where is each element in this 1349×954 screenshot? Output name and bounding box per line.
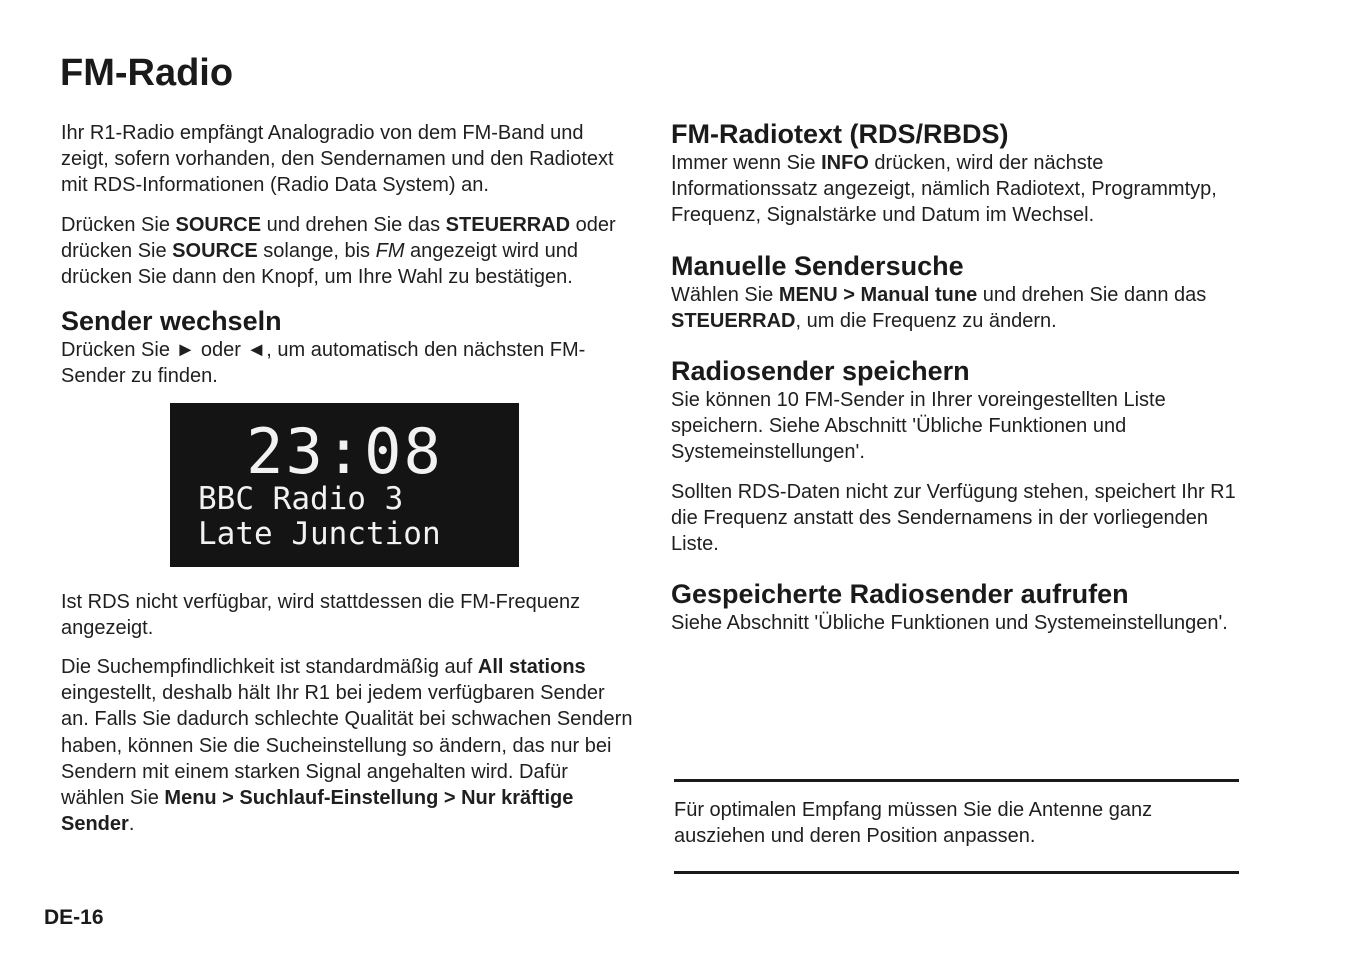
text-run: drücken, wird der nächste Informationssatz angezeigt, nämlich Radiotext, Programmtyp, Frequenz, Signalstärke und Datum im Wechsel. [671, 152, 1217, 227]
display-radiotext: Late Junction [198, 515, 441, 552]
heading-manual-tune: Manuelle Sendersuche [671, 250, 964, 281]
text-run: Wählen Sie [671, 283, 779, 306]
fm-mode-label: FM [375, 239, 405, 262]
all-stations-keyword: All stations [477, 656, 586, 679]
intro-paragraph: Ihr R1-Radio empfängt Analogradio von dem FM-Band und zeigt, sofern vorhanden, den Sendernamen und den Radiotext mit RDS-Informationen (Radio Data System) an. [61, 122, 614, 197]
radio-display-illustration [170, 403, 519, 567]
text-run: , um die Frequenz zu ändern. [795, 309, 1057, 332]
info-keyword: INFO [821, 152, 869, 174]
heading-store-stations: Radiosender speichern [671, 356, 970, 387]
store-frequency-paragraph: Sollten RDS-Daten nicht zur Verfügung stehen, speichert Ihr R1 die Frequenz anstatt des Sendernamens in der vorliegenden Liste. [671, 480, 1236, 556]
heading-radiotext: FM-Radiotext (RDS/RBDS) [671, 119, 1009, 149]
display-station-name: BBC Radio 3 [198, 480, 404, 517]
text-run: Die Suchempfindlichkeit ist standardmäßig auf [61, 656, 478, 679]
search-sensitivity-paragraph [61, 654, 636, 837]
text-run: , um automatisch den nächsten FM-Sender zu finden. [61, 339, 586, 388]
source-keyword: SOURCE [175, 213, 262, 236]
text-run: oder [195, 339, 247, 362]
text-run: Immer wenn Sie [671, 152, 822, 174]
steuerrad-keyword: STEUERRAD [445, 213, 571, 236]
page-number: DE-16 [44, 906, 104, 929]
text-run: eingestellt, deshalb hält Ihr R1 bei jedem verfügbaren Sender an. Falls Sie dadurch schlechte Qualität bei schwachen Sendern haben, können Sie die Sucheinstellung so ändern, das nur bei Sendern mit einem starken Signal angehalten wird. Dafür wählen Sie [61, 682, 633, 810]
source-instructions-paragraph [61, 212, 636, 291]
text-run: oder drücken Sie [61, 213, 616, 262]
text-run: und drehen Sie das [261, 213, 446, 236]
heading-recall-stations: Gespeicherte Radiosender aufrufen [671, 579, 1129, 610]
text-run: angezeigt wird und drücken Sie dann den Knopf, um Ihre Wahl zu bestätigen. [61, 239, 578, 289]
text-run: und drehen Sie dann das [977, 283, 1207, 306]
text-run: . [128, 813, 135, 836]
radiotext-paragraph [671, 150, 1246, 229]
source-keyword: SOURCE [172, 239, 258, 262]
page-title: FM-Radio [60, 52, 234, 94]
text-run: solange, bis [257, 239, 376, 262]
recall-stations-paragraph: Siehe Abschnitt 'Übliche Funktionen und Systemeinstellungen'. [671, 612, 1228, 635]
no-rds-paragraph: Ist RDS nicht verfügbar, wird stattdessen die FM-Frequenz angezeigt. [61, 590, 581, 639]
steuerrad-keyword: STEUERRAD [671, 309, 796, 332]
heading-change-station: Sender wechseln [61, 306, 282, 337]
store-stations-paragraph: Sie können 10 FM-Sender in Ihrer voreingestellten Liste speichern. Siehe Abschnitt 'Übliche Funktionen und Systemeinstellungen'. [671, 389, 1166, 464]
next-arrow-icon: ► [175, 339, 196, 362]
previous-arrow-icon: ◄ [246, 339, 267, 362]
antenna-tip-text: Für optimalen Empfang müssen Sie die Antenne ganz ausziehen und deren Position anpassen. [674, 799, 1153, 847]
display-clock: 23:08 [246, 414, 443, 488]
manual-tune-paragraph [671, 282, 1246, 334]
antenna-tip-box [674, 779, 1239, 874]
right-column [671, 118, 1246, 649]
change-station-paragraph [61, 337, 636, 389]
text-run: Drücken Sie [61, 213, 176, 236]
menu-path-keyword: Menu > Suchlauf-Einstellung > Nur kräftige Sender [61, 787, 574, 836]
left-column [61, 120, 636, 850]
text-run: Drücken Sie [61, 339, 176, 362]
manual-tune-menu-keyword: MENU > Manual tune [778, 283, 978, 306]
